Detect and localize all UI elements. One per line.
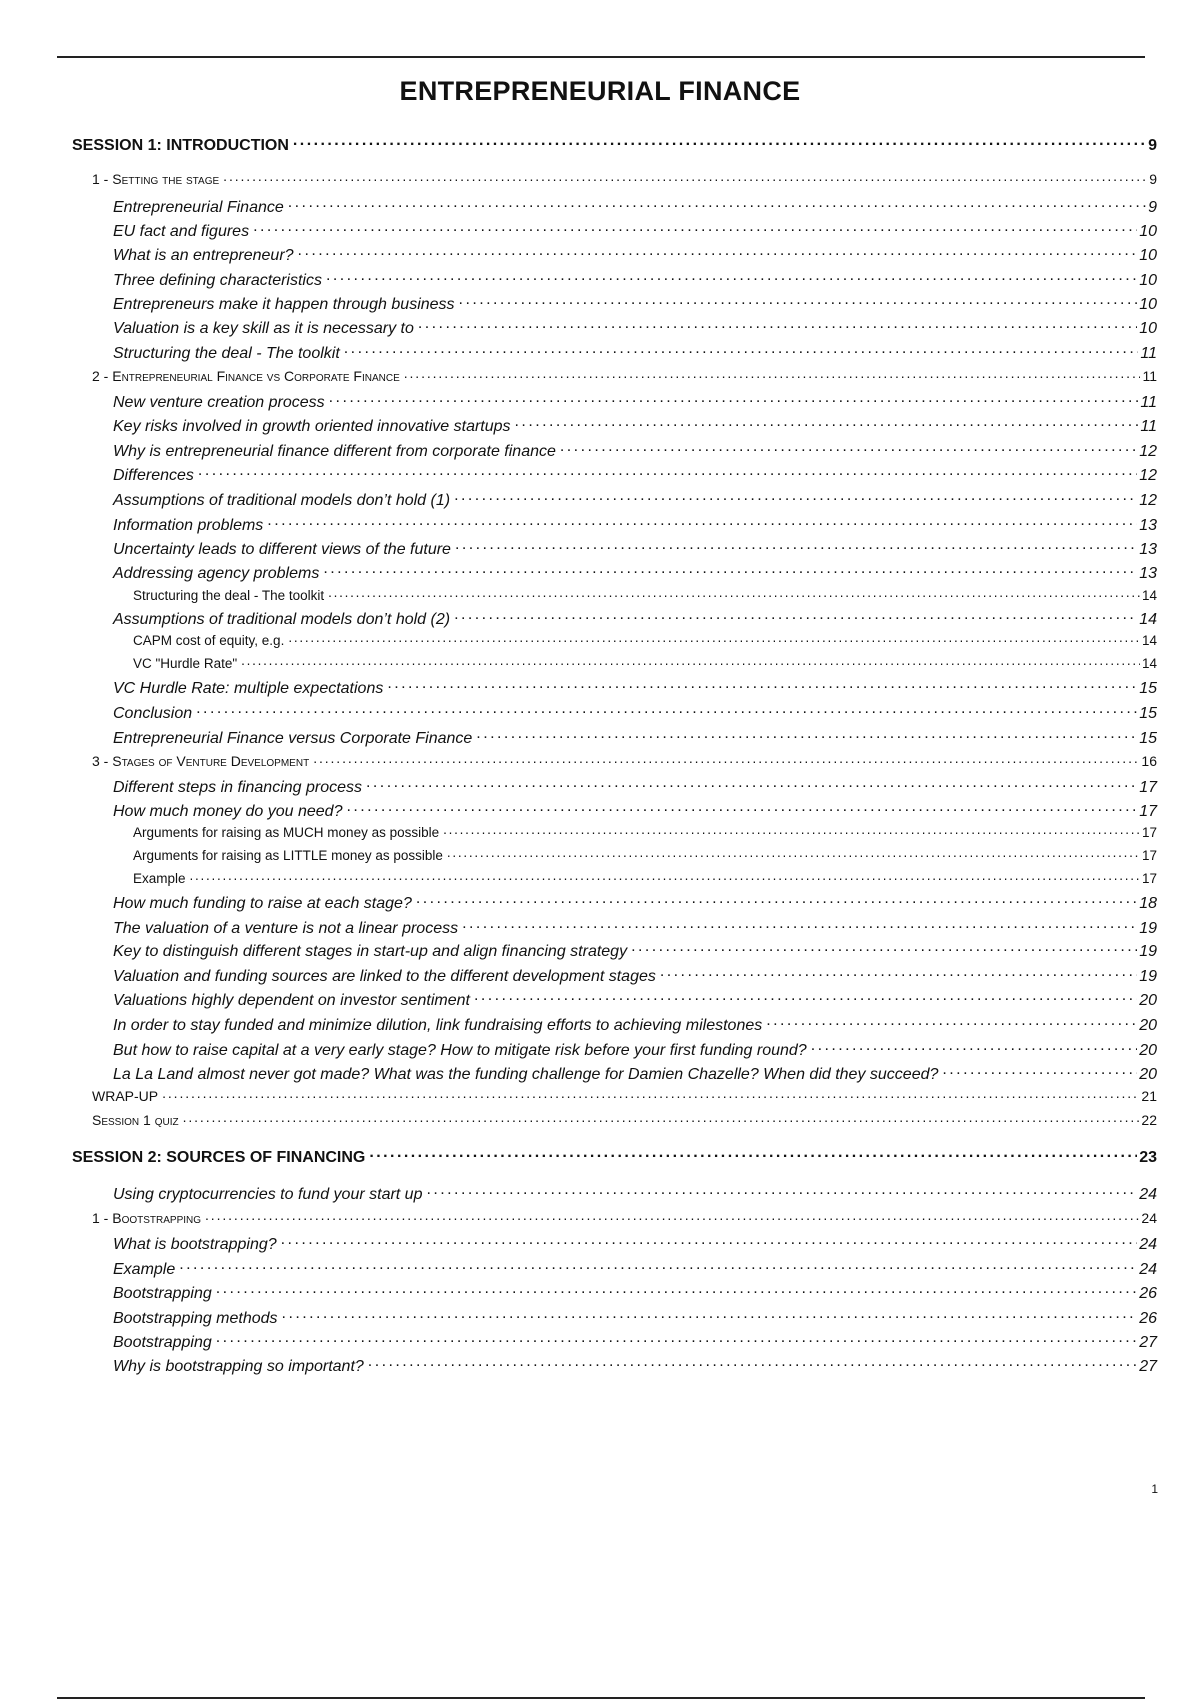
toc-entry[interactable]: [113, 1231, 1157, 1254]
toc-entry-label: New venture creation process: [113, 394, 325, 412]
toc-entry-page: 22: [1141, 1112, 1157, 1129]
toc-leader-dots: [369, 1144, 1137, 1162]
toc-entry-label: WRAP-UP: [92, 1088, 159, 1105]
toc-entry-page: 12: [1139, 467, 1157, 485]
toc-entry-label: But how to raise capital at a very early stage? How to mitigate risk before your first funding round?: [113, 1042, 807, 1060]
toc-entry-label: In order to stay funded and minimize dilution, link fundraising efforts to achieving milestones: [113, 1017, 763, 1035]
toc-entry[interactable]: [113, 774, 1157, 797]
toc-entry-label: Example: [133, 870, 186, 886]
toc-entry-label: What is an entrepreneur?: [113, 247, 294, 265]
toc-entry[interactable]: [113, 1181, 1157, 1204]
toc-entry-label: Example: [113, 1261, 176, 1279]
toc-entry-label: Valuation is a key skill as it is necessary to: [113, 320, 414, 338]
toc-leader-dots: [942, 1061, 1137, 1079]
toc-entry[interactable]: [113, 915, 1157, 938]
toc-entry-label: Addressing agency problems: [113, 565, 320, 583]
toc-entry[interactable]: [113, 512, 1157, 535]
toc-entry[interactable]: [113, 462, 1157, 485]
toc-entry-page: 27: [1139, 1358, 1157, 1376]
toc-leader-dots: [328, 584, 1140, 600]
toc-entry-label: Valuation and funding sources are linked to the different development stages: [113, 968, 656, 986]
toc-entry-label: La La Land almost never got made? What was the funding challenge for Damien Chazelle? When did they succeed?: [113, 1066, 939, 1084]
toc-leader-dots: [253, 218, 1137, 236]
toc-entry-page: 19: [1139, 943, 1157, 961]
toc-entry-page: 20: [1139, 1042, 1157, 1060]
toc-entry-page: 11: [1140, 345, 1157, 363]
toc-entry-page: 20: [1139, 1017, 1157, 1035]
toc-entry[interactable]: [113, 291, 1157, 314]
toc-leader-dots: [418, 315, 1137, 333]
toc-entry[interactable]: [113, 606, 1157, 629]
toc-entry[interactable]: [113, 725, 1157, 748]
toc-entry-label: Key to distinguish different stages in start-up and align financing strategy: [113, 943, 628, 961]
toc-entry-label: Using cryptocurrencies to fund your start up: [113, 1186, 423, 1204]
toc-entry-label: Arguments for raising as MUCH money as possible: [133, 824, 440, 840]
toc-entry-label: Entrepreneurial Finance versus Corporate Finance: [113, 730, 473, 748]
toc-entry-label: 3 - Stages of Venture Development: [92, 753, 310, 770]
toc-leader-dots: [288, 194, 1146, 212]
toc-entry-page: 11: [1140, 418, 1157, 436]
toc-entry-page: 13: [1139, 517, 1157, 535]
toc-leader-dots: [326, 267, 1137, 285]
toc-entry-label: VC Hurdle Rate: multiple expectations: [113, 680, 384, 698]
toc-leader-dots: [223, 168, 1147, 184]
toc-entry-label: Entrepreneurs make it happen through business: [113, 296, 455, 314]
toc-entry-label: Bootstrapping: [113, 1285, 212, 1303]
toc-entry[interactable]: [92, 168, 1157, 187]
toc-entry-page: 14: [1141, 587, 1157, 603]
toc-entry-label: Uncertainty leads to different views of the future: [113, 541, 451, 559]
toc-entry[interactable]: [113, 963, 1157, 986]
toc-leader-dots: [293, 132, 1146, 150]
toc-entry-page: 17: [1139, 779, 1157, 797]
toc-leader-dots: [267, 512, 1137, 530]
toc-leader-dots: [476, 725, 1137, 743]
toc-entry-label: Why is entrepreneurial finance different from corporate finance: [113, 443, 556, 461]
toc-entry[interactable]: [72, 1144, 1157, 1167]
toc-entry[interactable]: [113, 938, 1157, 961]
toc-leader-dots: [288, 629, 1140, 645]
toc-leader-dots: [811, 1037, 1138, 1055]
toc-leader-dots: [459, 291, 1138, 309]
toc-entry[interactable]: [113, 700, 1157, 723]
toc-entry-page: 20: [1139, 1066, 1157, 1084]
toc-entry-label: Valuations highly dependent on investor sentiment: [113, 992, 470, 1010]
toc-entry-page: 10: [1139, 296, 1157, 314]
toc-entry-page: 15: [1139, 705, 1157, 723]
toc-entry-page: 27: [1139, 1334, 1157, 1352]
toc-entry-page: 24: [1139, 1186, 1157, 1204]
toc-leader-dots: [454, 487, 1137, 505]
toc-leader-dots: [368, 1353, 1137, 1371]
toc-entry-label: What is bootstrapping?: [113, 1236, 277, 1254]
toc-entry[interactable]: [113, 890, 1157, 913]
toc-leader-dots: [560, 438, 1137, 456]
toc-entry-label: SESSION 2: SOURCES OF FINANCING: [72, 1149, 366, 1167]
toc-entry[interactable]: [113, 560, 1157, 583]
toc-entry-page: 19: [1139, 968, 1157, 986]
toc-entry-label: CAPM cost of equity, e.g.: [133, 632, 285, 648]
toc-entry-page: 10: [1139, 223, 1157, 241]
toc-entry[interactable]: [113, 1329, 1157, 1352]
toc-entry-label: 1 - Bootstrapping: [92, 1210, 202, 1227]
toc-entry-page: 13: [1139, 565, 1157, 583]
toc-entry[interactable]: [113, 1061, 1157, 1084]
toc-entry-page: 9: [1149, 171, 1157, 188]
toc-entry[interactable]: [113, 242, 1157, 265]
toc-entry-label: How much money do you need?: [113, 803, 343, 821]
toc-entry-label: Information problems: [113, 517, 264, 535]
toc-leader-dots: [344, 340, 1139, 358]
toc-entry-page: 15: [1139, 680, 1157, 698]
toc-entry-page: 26: [1139, 1285, 1157, 1303]
toc-entry-page: 21: [1141, 1088, 1157, 1105]
toc-entry-page: 20: [1139, 992, 1157, 1010]
toc-entry[interactable]: [133, 821, 1157, 840]
toc-entry-label: Assumptions of traditional models don’t hold (2): [113, 611, 451, 629]
toc-leader-dots: [462, 915, 1137, 933]
toc-leader-dots: [205, 1207, 1139, 1223]
toc-entry-label: 1 - Setting the stage: [92, 171, 220, 188]
toc-entry[interactable]: [113, 987, 1157, 1010]
toc-entry[interactable]: [113, 536, 1157, 559]
toc-leader-dots: [766, 1012, 1137, 1030]
toc-entry-page: 26: [1139, 1310, 1157, 1328]
toc-leader-dots: [447, 844, 1140, 860]
bottom-rule: [57, 1697, 1145, 1699]
toc-entry-label: SESSION 1: INTRODUCTION: [72, 137, 289, 155]
toc-entry-label: Structuring the deal - The toolkit: [113, 345, 340, 363]
toc-entry-page: 14: [1139, 611, 1157, 629]
toc-leader-dots: [198, 462, 1137, 480]
toc-leader-dots: [660, 963, 1137, 981]
toc-entry-page: 17: [1141, 847, 1157, 863]
toc-entry-label: The valuation of a venture is not a linear process: [113, 920, 459, 938]
toc-entry[interactable]: [113, 1256, 1157, 1279]
toc-leader-dots: [366, 774, 1137, 792]
toc-entry-label: EU fact and figures: [113, 223, 250, 241]
toc-entry[interactable]: [92, 1085, 1157, 1104]
toc-leader-dots: [474, 987, 1137, 1005]
toc-entry-page: 15: [1139, 730, 1157, 748]
toc-entry-label: 2 - Entrepreneurial Finance vs Corporate Finance: [92, 368, 400, 385]
toc-entry-page: 17: [1139, 803, 1157, 821]
toc-leader-dots: [190, 867, 1140, 883]
toc-entry-label: Conclusion: [113, 705, 193, 723]
toc-leader-dots: [387, 675, 1137, 693]
toc-leader-dots: [416, 890, 1137, 908]
toc-leader-dots: [183, 1109, 1140, 1125]
toc-entry-label: Why is bootstrapping so important?: [113, 1358, 364, 1376]
top-rule: [57, 56, 1145, 58]
toc-leader-dots: [346, 798, 1137, 816]
toc-leader-dots: [426, 1181, 1137, 1199]
toc-entry[interactable]: [133, 584, 1157, 603]
toc-leader-dots: [241, 652, 1140, 668]
toc-entry[interactable]: [113, 798, 1157, 821]
toc-entry[interactable]: [113, 340, 1157, 363]
toc-entry-page: 16: [1141, 753, 1157, 770]
toc-entry[interactable]: [113, 194, 1157, 217]
toc-entry[interactable]: [113, 1037, 1157, 1060]
toc-leader-dots: [455, 536, 1137, 554]
toc-leader-dots: [216, 1329, 1137, 1347]
toc-entry-page: 11: [1140, 394, 1157, 412]
toc-entry-label: Entrepreneurial Finance: [113, 199, 284, 217]
toc-entry[interactable]: [92, 750, 1157, 769]
toc-entry-label: How much funding to raise at each stage?: [113, 895, 412, 913]
toc-entry-label: Session 1 quiz: [92, 1112, 179, 1129]
toc-entry[interactable]: [92, 365, 1157, 384]
toc-leader-dots: [313, 750, 1139, 766]
toc-leader-dots: [298, 242, 1138, 260]
toc-entry-label: Structuring the deal - The toolkit: [133, 587, 325, 603]
toc-leader-dots: [443, 821, 1140, 837]
toc-leader-dots: [196, 700, 1137, 718]
toc-entry-page: 13: [1139, 541, 1157, 559]
toc-entry-page: 10: [1139, 320, 1157, 338]
toc-entry-page: 19: [1139, 920, 1157, 938]
toc-entry-label: Arguments for raising as LITTLE money as possible: [133, 847, 443, 863]
toc-leader-dots: [162, 1085, 1139, 1101]
toc-entry-label: Bootstrapping: [113, 1334, 212, 1352]
toc-entry-page: 18: [1139, 895, 1157, 913]
toc-entry[interactable]: [113, 487, 1157, 510]
toc-entry-page: 14: [1141, 655, 1157, 671]
toc-entry[interactable]: [113, 1353, 1157, 1376]
toc-entry-label: Three defining characteristics: [113, 272, 322, 290]
toc-leader-dots: [323, 560, 1137, 578]
toc-entry[interactable]: [133, 629, 1157, 648]
toc-entry-page: 24: [1141, 1210, 1157, 1227]
toc-entry[interactable]: [113, 1012, 1157, 1035]
toc-entry[interactable]: [133, 652, 1157, 671]
toc-entry-page: 23: [1139, 1149, 1157, 1167]
toc-entry-page: 14: [1141, 632, 1157, 648]
document-title: ENTREPRENEURIAL FINANCE: [399, 76, 801, 106]
toc-entry-page: 9: [1148, 137, 1157, 155]
toc-leader-dots: [515, 413, 1139, 431]
toc-entry-page: 24: [1139, 1261, 1157, 1279]
toc-entry-label: Assumptions of traditional models don’t hold (1): [113, 492, 451, 510]
toc-entry-page: 24: [1139, 1236, 1157, 1254]
toc-entry-page: 10: [1139, 272, 1157, 290]
toc-entry-page: 17: [1141, 870, 1157, 886]
toc-leader-dots: [179, 1256, 1137, 1274]
toc-leader-dots: [454, 606, 1137, 624]
toc-leader-dots: [329, 389, 1139, 407]
toc-entry[interactable]: [113, 675, 1157, 698]
toc-entry-page: 17: [1141, 824, 1157, 840]
toc-entry[interactable]: [133, 844, 1157, 863]
toc-entry[interactable]: [113, 1280, 1157, 1303]
toc-entry[interactable]: [113, 413, 1157, 436]
toc-entry[interactable]: [113, 218, 1157, 241]
toc-entry-page: 12: [1139, 443, 1157, 461]
toc-entry[interactable]: [113, 315, 1157, 338]
toc-entry[interactable]: [113, 438, 1157, 461]
page-number: 1: [1151, 1482, 1158, 1496]
toc-entry-label: VC "Hurdle Rate": [133, 655, 238, 671]
toc-leader-dots: [281, 1231, 1138, 1249]
toc-entry-page: 11: [1142, 368, 1157, 385]
toc-entry-page: 12: [1139, 492, 1157, 510]
toc-entry[interactable]: [92, 1207, 1157, 1226]
toc-leader-dots: [631, 938, 1137, 956]
toc-entry[interactable]: [92, 1109, 1157, 1128]
toc-entry[interactable]: [113, 1305, 1157, 1328]
toc-entry[interactable]: [72, 132, 1157, 155]
toc-entry-label: Key risks involved in growth oriented innovative startups: [113, 418, 511, 436]
toc-entry-page: 10: [1139, 247, 1157, 265]
toc-leader-dots: [404, 365, 1141, 381]
toc-entry-label: Different steps in financing process: [113, 779, 363, 797]
toc-entry[interactable]: [133, 867, 1157, 886]
toc-leader-dots: [216, 1280, 1137, 1298]
toc-entry-label: Differences: [113, 467, 194, 485]
toc-leader-dots: [282, 1305, 1138, 1323]
toc-entry-page: 9: [1148, 199, 1157, 217]
toc-entry-label: Bootstrapping methods: [113, 1310, 278, 1328]
toc-entry[interactable]: [113, 267, 1157, 290]
toc-entry[interactable]: [113, 389, 1157, 412]
